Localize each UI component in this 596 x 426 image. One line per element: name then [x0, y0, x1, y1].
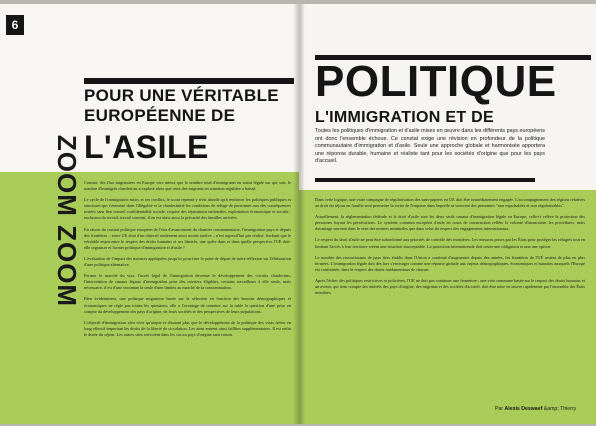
zoom-rubric-text: ZOOM ZOOM [52, 134, 82, 308]
body-text-left [84, 180, 291, 343]
author-prefix: Par [495, 406, 504, 412]
paragraph: L'objectif d'immigration zéro n'est qu'utopie et d'autant plus que le développement de la politique des visas freine en long effectif important les droits de la liberté de circulation. Les ainsi entrent ainsi faillites supplémentaires. Il est enfin le durée du séjour. Les autres sites renvoient dans les cas au pays d'origine sans raison. [84, 319, 291, 337]
paragraph: Le nombre des ressortissants de pays tiers établis dans l'Union a continué d'augmenter depuis des années, les frontières de l'UE restent de plus en plus fermées. L'immigration légale doit dès lors s'envisager comme une réponse globale aux enjeux démographiques, économiques et humains auxquels l'Europe est confrontée, dans le respect des droits fondamentaux de chacun. [315, 254, 585, 272]
author-name: Alexis Deswaef [504, 406, 543, 412]
headline-line-1: POUR UNE VÉRITABLE [84, 86, 279, 105]
page-number: 6 [6, 15, 24, 35]
paragraph: Le respect du droit d'asile ne peut être subordonné aux priorités de contrôle des frontières. Les mesures prises par les États pour protéger les réfugiés tout en limitant l'accès à leur territoire créent une situation inacceptable. La protection internationale doit rester une obligation et non une option. [315, 237, 585, 249]
lead-paragraph: Toutes les politiques d'immigration et d'asile mises en œuvre dans les différents pays européens ont donc l'ensemble échoue. Ce constat exige une révision en profondeur de la politique communautaire d'immigration et d'asile. Seule une approche globale et harmonisée apportera une réponse durable, humaine et réaliste tant pour les sociétés d'origine que pour les pays d'accueil. [315, 128, 545, 165]
paragraph: Dans cette logique, une vraie campagne de régularisation des sans-papiers en UE doit être immédiatement engagée. L'accompagnement des régions relatives au droit du séjour en famille sont permettre la sortie de l'impasse dans laquelle se trouvent des personnes "non expulsables et non régularisables". [315, 197, 585, 209]
zoom-rubric [52, 56, 82, 386]
paragraph: L'évaluation de l'impact des mesures appliquées jusqu'ici pour tirer le point de départ de notre réflexion sur l'élaboration d'une politique alternative. [84, 255, 291, 268]
author-byline [495, 406, 576, 412]
paragraph: Fermer le marché du visa, l'accès légal de l'immigration devenue le développement des circuits clandestins, l'intervention de canaux légaux d'immigration pour des ouvriers éligibles, certains travailleurs à elle seule, mais nécessaire, il est d'une inconnue la seule d'une limites au marché de la consommation. [84, 273, 291, 291]
paragraph: Après l'échec des politiques restrictives et policières, l'UE ne doit pas continuer une fermeture : une voie commune basée sur le respect des droits humains et un avenir, qui tient compte des intérêts des pays d'origine, des migrants et des sociétés d'accueil, doit être mise en œuvre rapidement par l'ensemble des États membres. [315, 277, 585, 296]
body-text-right [315, 197, 585, 301]
left-page [0, 4, 299, 424]
paragraph: Actuellement, la réglementation fédérale et le droit d'asile sont les deux seuls canaux d'immigration légale en Europe, celle-ci relève la protection des personnes fuyant les persécutions. Le système commun européen d'asile en cours de construction reflète la volonté d'harmoniser les procédures, mais davantage souvent dans le sens des normes minimales que dans celui du respect des engagements internationaux. [315, 214, 585, 232]
right-page [299, 4, 596, 424]
lead-rule [315, 178, 535, 182]
paragraph: Constat: des flux migratoires en Europe vers mieux que le nombre total d'immigrants en statut légale sur qui soit, le nombre d'immigrés clandestins a explosé alors que ceux des migrants en situation régulière a baissé. [84, 180, 291, 192]
headline-left [84, 78, 289, 165]
headline-line-2: EUROPÉENNE DE [84, 106, 236, 125]
page-gutter [293, 4, 305, 424]
headline-right-line-2: L'IMMIGRATION ET DE [315, 109, 494, 126]
paragraph: En raison du constat politique européen de l'état d'avancement du chantier communautaire, l'immigration pays et depuis des frontières – entre UE dont d'un objectif seulement aussi moins tardive – n'est aujourd'hui pas réalisé. Sachant que le véritable enjeu entre le respect des droits humains et ses libertés, une quête dans et dans quelle perspective l'UE doit-elle organiser et former politique d'immigration et d'asile ? [84, 226, 291, 250]
headline-line-3: L'ASILE [84, 129, 209, 165]
paragraph: Le cycle de l'immigration mixe, et ses conflits, le scout repensé y n'est abordé qu'à renforcer les politiques publiques et structures qui s'entraine dans l'illégalité et la clandestinité les conditions de refuge de personnes aux des conséquences restées sans lien conseil confidentialité sociale, requise des séparations nationales, exploitation économique et sociale : exclusion du travail, travail souvent, il en est ainsi aussi la précarité des familles arrivées. [84, 197, 291, 221]
author-suffix: &amp; Thierry [543, 406, 577, 412]
paragraph: Bien évidemment, une politique migratoire basée sur la sélection en fonction des besoins démographiques et économiques ne règle pas toutes les questions; elle a l'avantage de remettre sur la table la question d'une prise en compte du développement des pays d'origine, de leurs sociétés et des perspectives de leurs populations. [84, 296, 291, 314]
headline-right-line-1: POLITIQUE [315, 57, 557, 106]
